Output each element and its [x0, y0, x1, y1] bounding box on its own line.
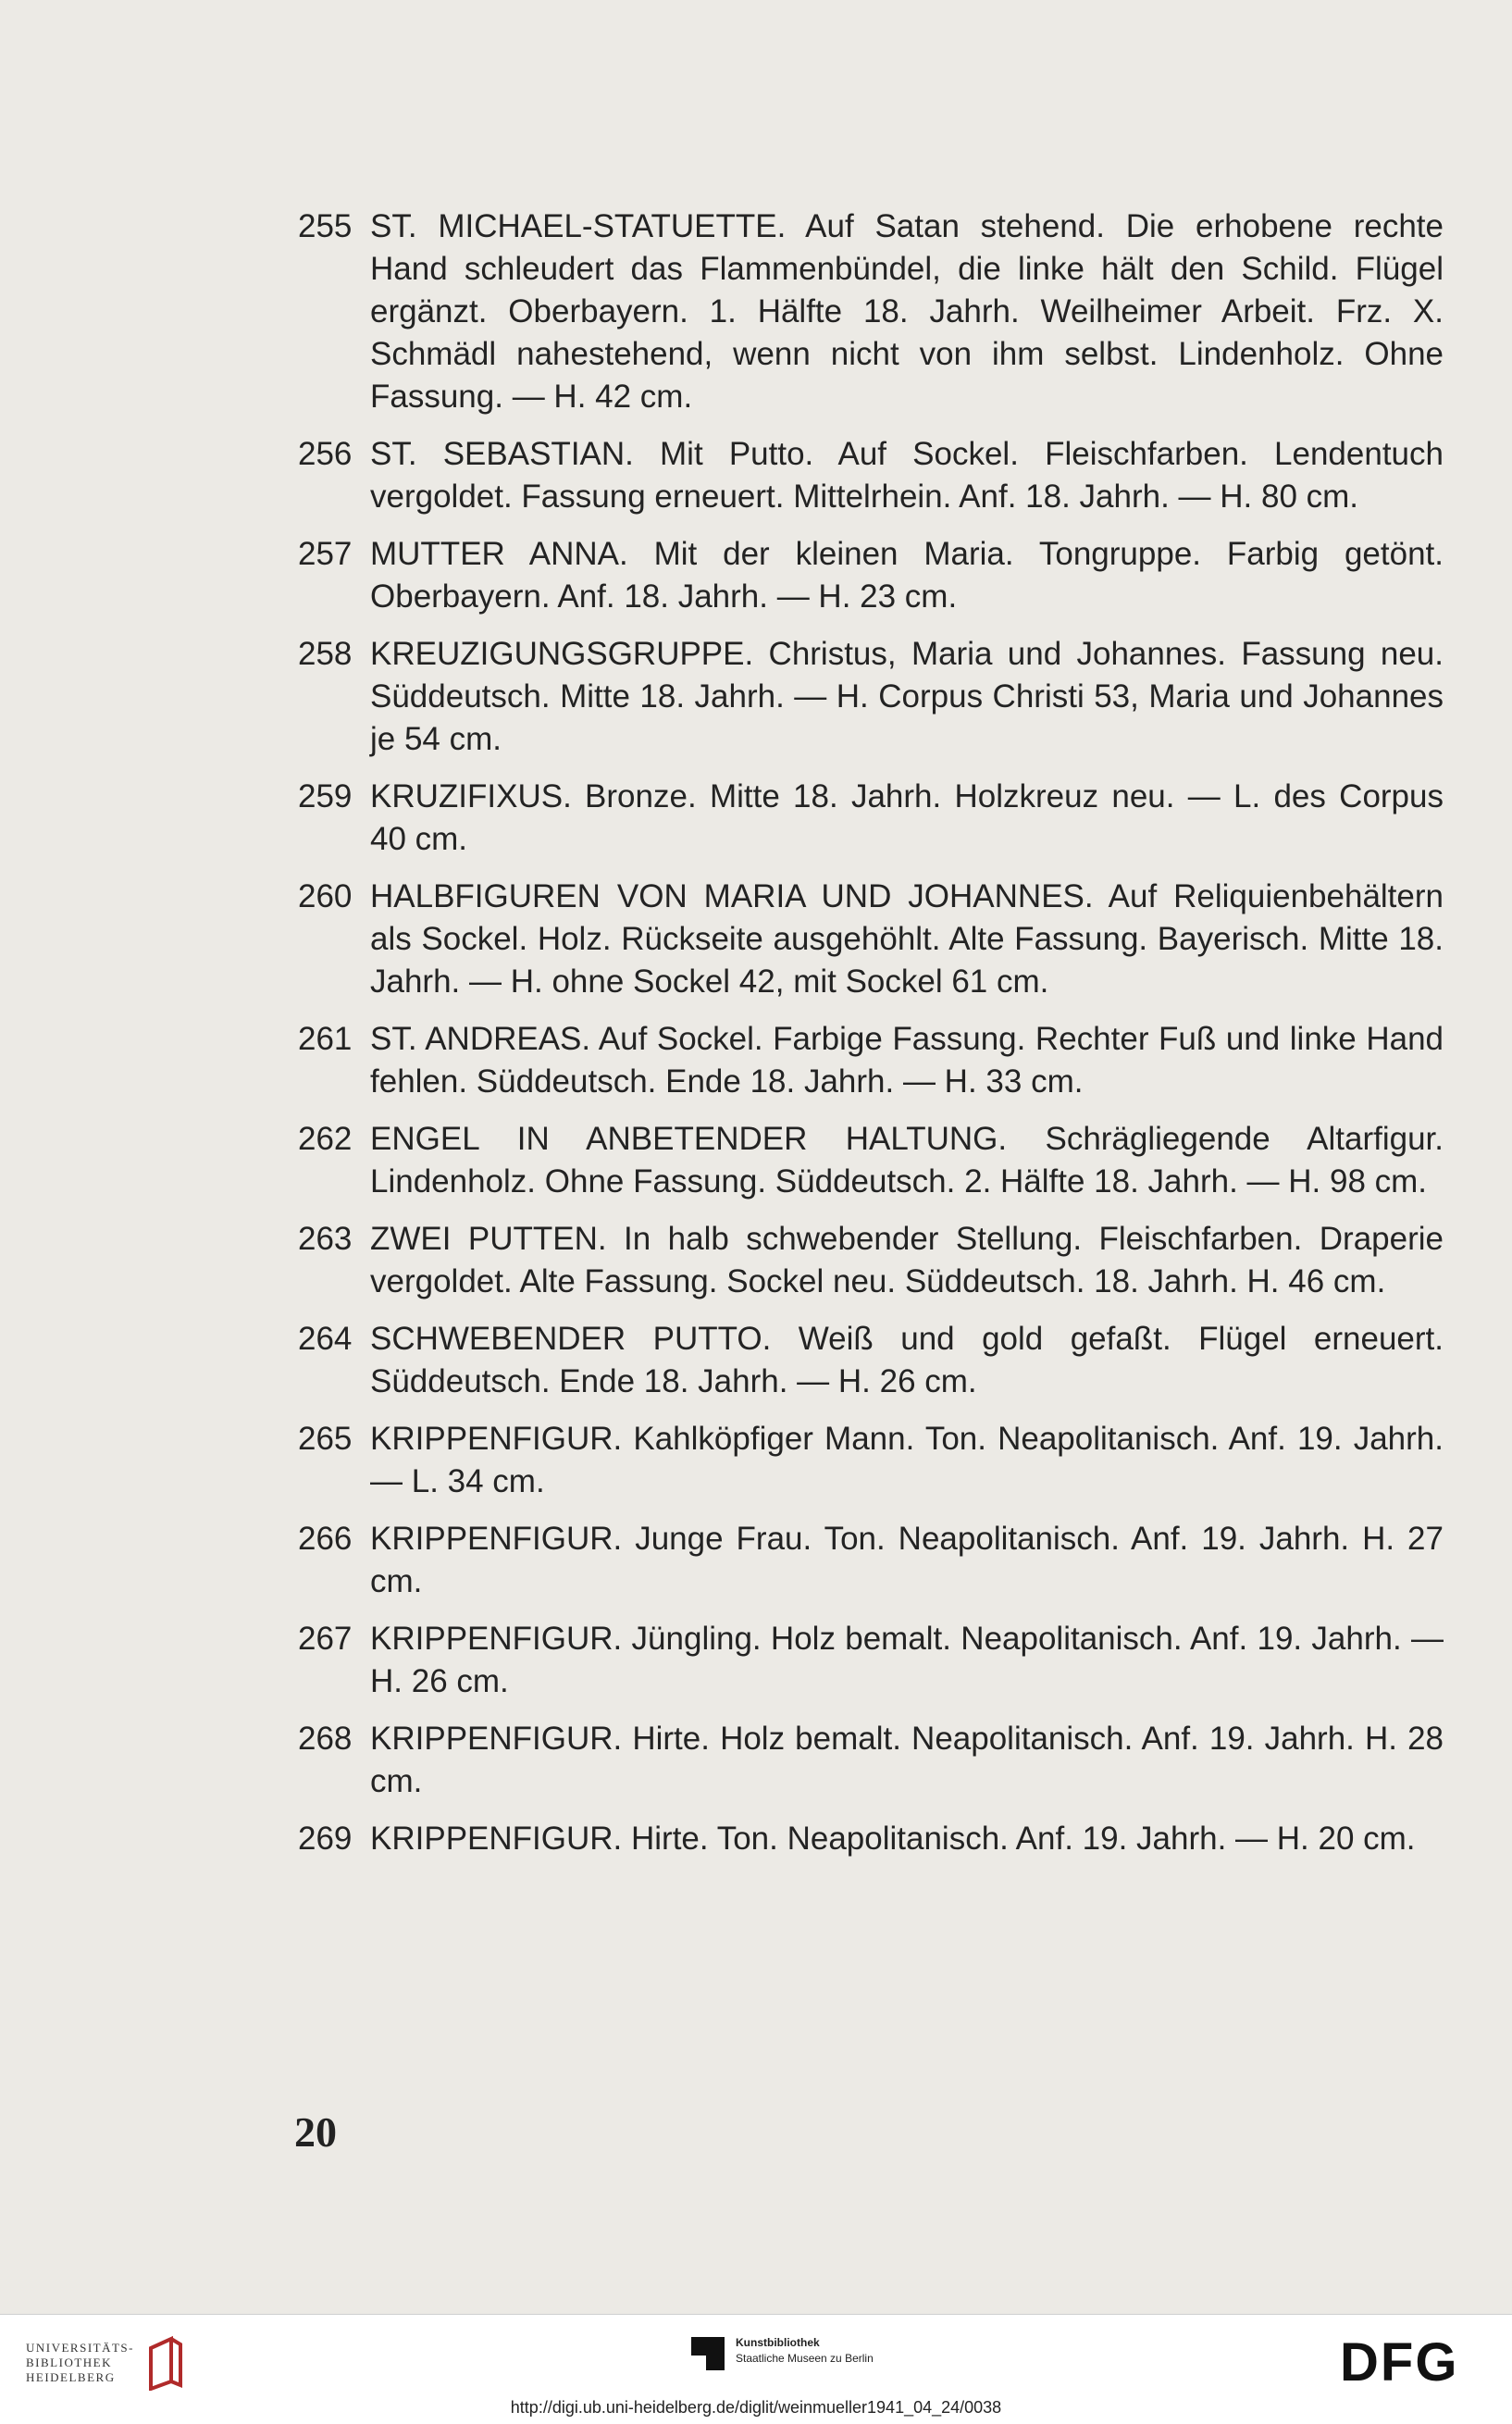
entry-text: MUTTER ANNA. Mit der kleinen Maria. Tongruppe. Farbig getönt. Oberbayern. Anf. 18. Jahrh. — H. 23 cm. — [370, 536, 1444, 615]
entry-text: ST. SEBASTIAN. Mit Putto. Auf Sockel. Fleischfarben. Lendentuch vergoldet. Fassung erneuert. Mittelrhein. Anf. 18. Jahrh. — H. 80 cm. — [370, 436, 1444, 515]
entry-number: 263 — [298, 1221, 353, 1257]
entry-text: KRIPPENFIGUR. Jüngling. Holz bemalt. Neapolitanisch. Anf. 19. Jahrh. — H. 26 cm. — [370, 1621, 1444, 1699]
entry-text: ST. MICHAEL-STATUETTE. Auf Satan stehend. Die erhobene rechte Hand schleudert das Flammenbündel, die linke hält den Schild. Flügel ergänzt. Oberbayern. 1. Hälfte 18. Jahrh. Weilheimer Arbeit. Frz. X. Schmädl nahestehend, wenn nicht von ihm selbst. Lindenholz. Ohne Fassung. — H. 42 cm. — [370, 208, 1444, 415]
entry-number: 262 — [298, 1121, 353, 1157]
catalog-entry — [298, 776, 1445, 861]
university-library-logo[interactable] — [26, 2335, 184, 2391]
entry-text: KRIPPENFIGUR. Hirte. Holz bemalt. Neapolitanisch. Anf. 19. Jahrh. H. 28 cm. — [370, 1721, 1444, 1799]
entry-number: 266 — [298, 1521, 353, 1557]
catalog-entry — [298, 1118, 1445, 1203]
catalog-entry — [298, 1818, 1445, 1860]
catalog-list — [298, 205, 1445, 1875]
entry-number: 265 — [298, 1421, 353, 1457]
catalog-entry — [298, 633, 1445, 761]
entry-number: 269 — [298, 1821, 353, 1857]
entry-number: 257 — [298, 536, 353, 572]
catalog-entry — [298, 1418, 1445, 1503]
entry-text: KREUZIGUNGSGRUPPE. Christus, Maria und Johannes. Fassung neu. Süddeutsch. Mitte 18. Jahrh. — H. Corpus Christi 53, Maria und Johannes je 54 cm. — [370, 636, 1444, 757]
kunstbibliothek-logo[interactable] — [689, 2335, 874, 2372]
catalog-entry — [298, 1318, 1445, 1403]
entry-number: 261 — [298, 1021, 353, 1057]
library-emblem-icon — [143, 2335, 184, 2391]
kunstbibliothek-subtitle: Staatliche Museen zu Berlin — [736, 2352, 874, 2365]
catalog-entry — [298, 876, 1445, 1003]
entry-number: 256 — [298, 436, 353, 472]
kunstbibliothek-icon — [689, 2335, 726, 2372]
entry-number: 264 — [298, 1321, 353, 1357]
entry-text: SCHWEBENDER PUTTO. Weiß und gold gefaßt. Flügel erneuert. Süddeutsch. Ende 18. Jahrh. — H. 26 cm. — [370, 1321, 1444, 1399]
catalog-entry — [298, 205, 1445, 418]
entry-text: KRUZIFIXUS. Bronze. Mitte 18. Jahrh. Holzkreuz neu. — L. des Corpus 40 cm. — [370, 778, 1444, 857]
entry-text: KRIPPENFIGUR. Junge Frau. Ton. Neapolitanisch. Anf. 19. Jahrh. H. 27 cm. — [370, 1521, 1444, 1599]
dfg-logo[interactable]: DFG — [1340, 2332, 1459, 2393]
entry-number: 255 — [298, 208, 353, 244]
entry-text: ST. ANDREAS. Auf Sockel. Farbige Fassung. Rechter Fuß und linke Hand fehlen. Süddeutsch. Ende 18. Jahrh. — H. 33 cm. — [370, 1021, 1444, 1100]
entry-text: ZWEI PUTTEN. In halb schwebender Stellung. Fleischfarben. Draperie vergoldet. Alte Fassung. Sockel neu. Süddeutsch. 18. Jahrh. H. 46 cm. — [370, 1221, 1444, 1299]
entry-text: ENGEL IN ANBETENDER HALTUNG. Schrägliegende Altarfigur. Lindenholz. Ohne Fassung. Süddeutsch. 2. Hälfte 18. Jahrh. — H. 98 cm. — [370, 1121, 1444, 1200]
catalog-entry — [298, 1618, 1445, 1703]
catalog-entry — [298, 1018, 1445, 1103]
entry-text: KRIPPENFIGUR. Kahlköpfiger Mann. Ton. Neapolitanisch. Anf. 19. Jahrh. — L. 34 cm. — [370, 1421, 1444, 1499]
university-library-name: UNIVERSITÄTS- BIBLIOTHEK HEIDELBERG — [26, 2341, 134, 2384]
catalog-entry — [298, 533, 1445, 618]
entry-number: 259 — [298, 778, 353, 814]
page-number: 20 — [294, 2108, 337, 2156]
catalog-entry — [298, 433, 1445, 518]
entry-number: 268 — [298, 1721, 353, 1757]
viewer-footer — [0, 2314, 1512, 2424]
entry-number: 258 — [298, 636, 353, 672]
entry-number: 267 — [298, 1621, 353, 1657]
catalog-entry — [298, 1718, 1445, 1803]
entry-text: KRIPPENFIGUR. Hirte. Ton. Neapolitanisch. Anf. 19. Jahrh. — H. 20 cm. — [370, 1821, 1416, 1857]
permalink-url[interactable]: http://digi.ub.uni-heidelberg.de/diglit/weinmueller1941_04_24/0038 — [510, 2398, 1002, 2417]
entry-text: HALBFIGUREN VON MARIA UND JOHANNES. Auf Reliquienbehältern als Sockel. Holz. Rückseite ausgehöhlt. Alte Fassung. Bayerisch. Mitte 18. Jahrh. — H. ohne Sockel 42, mit Sockel 61 cm. — [370, 878, 1444, 1000]
catalog-entry — [298, 1518, 1445, 1603]
catalog-entry — [298, 1218, 1445, 1303]
entry-number: 260 — [298, 878, 353, 914]
kunstbibliothek-title: Kunstbibliothek — [736, 2336, 820, 2349]
